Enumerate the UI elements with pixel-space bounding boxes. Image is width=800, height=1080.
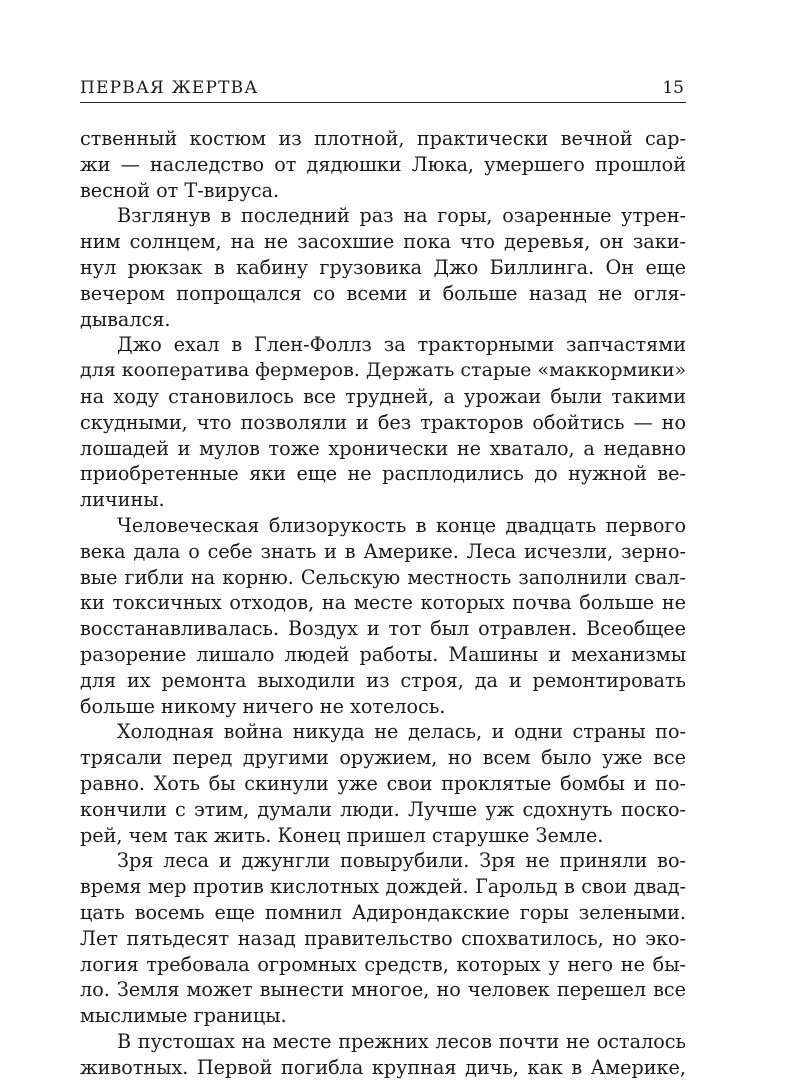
text-line: жи — наследство от дядюшки Люка, умершего прошлой	[80, 152, 686, 176]
text-line: Лет пятьдесят назад правительство спохватилось, но эко-	[80, 926, 686, 950]
text-line: трясали перед другими оружием, но всем было уже все	[80, 746, 686, 770]
running-header	[80, 78, 686, 103]
text-line: нул рюкзак в кабину грузовика Джо Биллинга. Он еще	[80, 255, 686, 279]
page-number: 15	[662, 78, 684, 98]
text-line: Джо ехал в Глен-Фоллз за тракторными запчастями	[117, 333, 686, 357]
text-line: на ходу становилось все трудней, а урожаи были такими	[80, 384, 686, 408]
text-line: кончили с этим, думали люди. Лучше уж сдохнуть поско-	[80, 797, 686, 821]
text-line: весной от Т-вируса.	[80, 178, 280, 202]
text-line: время мер против кислотных дождей. Гарольд в свои двад-	[80, 875, 686, 899]
text-line: восстанавливалась. Воздух и тот был отравлен. Всеобщее	[80, 617, 686, 641]
text-line: лошадей и мулов тоже хронически не хватало, а недавно	[80, 436, 686, 460]
paragraph	[80, 848, 686, 1029]
paragraph	[80, 719, 686, 848]
text-line: Человеческая близорукость в конце двадцать первого	[117, 513, 686, 537]
text-line: ним солнцем, на не засохшие пока что деревья, он заки-	[80, 230, 686, 254]
body-text	[80, 126, 686, 1080]
text-line: разорение лишало людей работы. Машины и механизмы	[80, 642, 686, 666]
text-line: века дала о себе знать и в Америке. Леса исчезли, зерно-	[80, 539, 686, 563]
text-line: рей, чем так жить. Конец пришел старушке Земле.	[80, 823, 604, 847]
text-line: дывался.	[80, 307, 171, 331]
text-line: вые гибли на корню. Сельскую местность заполнили свал-	[80, 565, 686, 589]
text-line: ки токсичных отходов, на месте которых почва больше не	[80, 591, 686, 615]
paragraph	[80, 1029, 686, 1080]
text-line: ло. Земля может вынести многое, но человек перешел все	[80, 978, 686, 1002]
paragraph	[80, 203, 686, 332]
text-line: Взглянув в последний раз на горы, озаренные утрен-	[117, 204, 686, 228]
text-line: вечером попрощался со всеми и больше назад не огля-	[80, 281, 686, 305]
text-line: ственный костюм из плотной, практически вечной сар-	[80, 127, 686, 150]
text-line: равно. Хоть бы скинули уже свои проклятые бомбы и по-	[80, 771, 686, 795]
running-title: ПЕРВАЯ ЖЕРТВА	[80, 78, 259, 98]
text-line: Зря леса и джунгли повырубили. Зря не приняли во-	[117, 849, 686, 873]
text-line: В пустошах на месте прежних лесов почти не осталось	[117, 1029, 686, 1053]
text-line: мыслимые границы.	[80, 1004, 287, 1028]
paragraph	[80, 126, 686, 203]
text-line: Холодная война никуда не делась, и одни страны по-	[117, 720, 686, 744]
text-line: для кооператива фермеров. Держать старые «маккормики»	[80, 359, 686, 382]
text-line: логия требовала огромных средств, которых у него не бы-	[80, 952, 686, 976]
text-line: животных. Первой погибла крупная дичь, как в Америке,	[80, 1055, 686, 1079]
text-line: больше никому ничего не хотелось.	[80, 694, 446, 718]
text-line: цать восемь еще помнил Адирондакские горы зелеными.	[80, 900, 686, 924]
text-line: приобретенные яки еще не расплодились до нужной ве-	[80, 462, 686, 486]
paragraph	[80, 513, 686, 719]
text-line: личины.	[80, 488, 165, 512]
text-line: для их ремонта выходили из строя, да и ремонтировать	[80, 668, 686, 692]
paragraph	[80, 332, 686, 513]
text-line: скудными, что позволяли и без тракторов обойтись — но	[80, 410, 686, 434]
